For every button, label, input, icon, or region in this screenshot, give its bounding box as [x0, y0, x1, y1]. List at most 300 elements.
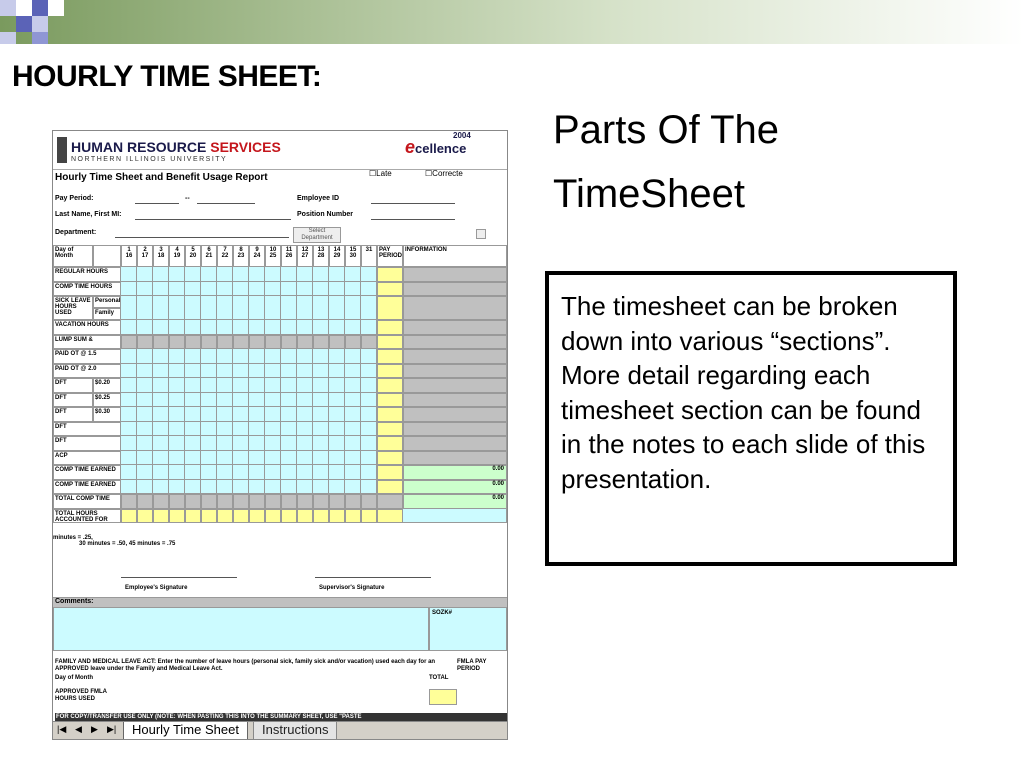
hours-cell [185, 509, 201, 524]
hours-cell[interactable] [121, 296, 137, 320]
hours-cell[interactable] [313, 451, 329, 466]
hours-cell[interactable] [121, 282, 137, 297]
hours-cell[interactable] [201, 422, 217, 437]
comments-field[interactable] [53, 607, 429, 651]
hours-cell[interactable] [201, 320, 217, 335]
hours-cell[interactable] [361, 378, 377, 393]
hours-cell[interactable] [169, 349, 185, 364]
hours-cell[interactable] [361, 480, 377, 495]
hours-cell[interactable] [297, 349, 313, 364]
information-cell [403, 436, 507, 451]
tab-instructions[interactable]: Instructions [253, 722, 337, 740]
day-of-month-header: Day of Month [53, 245, 93, 267]
hours-cell[interactable] [249, 436, 265, 451]
information-cell [403, 378, 507, 393]
hours-cell[interactable] [297, 480, 313, 495]
hours-cell[interactable] [153, 407, 169, 422]
information-cell [403, 349, 507, 364]
hours-cell[interactable] [233, 407, 249, 422]
hours-cell[interactable] [249, 407, 265, 422]
fmla-total: TOTAL [429, 675, 449, 681]
information-cell [403, 422, 507, 437]
hours-cell[interactable] [361, 267, 377, 282]
information-cell [403, 364, 507, 379]
hours-cell[interactable] [185, 393, 201, 408]
hours-cell[interactable] [217, 296, 233, 320]
hours-cell[interactable] [217, 480, 233, 495]
hours-cell[interactable] [329, 364, 345, 379]
hours-cell[interactable] [361, 296, 377, 320]
hours-cell [281, 509, 297, 524]
hours-cell[interactable] [121, 349, 137, 364]
hours-cell[interactable] [233, 320, 249, 335]
hours-cell[interactable] [265, 451, 281, 466]
hours-cell[interactable] [329, 422, 345, 437]
hours-cell[interactable] [233, 465, 249, 480]
hours-cell[interactable] [313, 378, 329, 393]
hours-cell[interactable] [185, 320, 201, 335]
select-department-button[interactable]: Select Department [293, 227, 341, 243]
hours-cell[interactable] [281, 422, 297, 437]
hours-cell[interactable] [313, 422, 329, 437]
hours-cell[interactable] [361, 436, 377, 451]
hours-cell[interactable] [201, 451, 217, 466]
hours-cell[interactable] [201, 282, 217, 297]
hours-cell[interactable] [345, 349, 361, 364]
hours-cell[interactable] [281, 436, 297, 451]
hours-cell[interactable] [265, 267, 281, 282]
row-label: DFT [53, 393, 93, 408]
hours-cell[interactable] [345, 378, 361, 393]
pay-period-total-cell [377, 407, 403, 422]
hours-cell[interactable] [233, 296, 249, 320]
excellence-logo: ecellence 2004 [405, 131, 471, 157]
hours-cell[interactable] [249, 378, 265, 393]
hours-cell[interactable] [201, 465, 217, 480]
hours-cell[interactable] [345, 465, 361, 480]
hours-cell[interactable] [217, 465, 233, 480]
hours-cell[interactable] [169, 480, 185, 495]
information-cell [403, 320, 507, 335]
hours-cell[interactable] [313, 465, 329, 480]
hours-cell[interactable] [201, 407, 217, 422]
decor-square [16, 16, 32, 32]
hours-cell[interactable] [313, 267, 329, 282]
hours-cell[interactable] [137, 320, 153, 335]
information-cell [403, 282, 507, 297]
hours-cell[interactable] [329, 436, 345, 451]
hours-cell[interactable] [297, 407, 313, 422]
hours-cell[interactable] [345, 436, 361, 451]
hours-cell[interactable] [265, 480, 281, 495]
timesheet-image [52, 130, 508, 740]
comp-time-value: 0.00 [403, 465, 507, 480]
hours-cell[interactable] [137, 267, 153, 282]
hours-cell[interactable] [345, 296, 361, 320]
fmla-day-header: Day of Month [55, 675, 93, 681]
hours-cell[interactable] [137, 451, 153, 466]
hours-cell[interactable] [169, 436, 185, 451]
hours-cell[interactable] [345, 320, 361, 335]
hours-cell[interactable] [233, 267, 249, 282]
hours-cell[interactable] [153, 465, 169, 480]
hours-cell[interactable] [185, 480, 201, 495]
hours-cell[interactable] [313, 282, 329, 297]
hours-cell[interactable] [121, 422, 137, 437]
hours-cell[interactable] [201, 349, 217, 364]
pay-period-total-cell [377, 296, 403, 320]
hours-cell[interactable] [233, 364, 249, 379]
hours-cell[interactable] [153, 282, 169, 297]
hours-cell[interactable] [281, 451, 297, 466]
hours-cell[interactable] [121, 451, 137, 466]
day-header: 7 22 [217, 245, 233, 267]
hours-cell[interactable] [233, 451, 249, 466]
hours-cell[interactable] [185, 296, 201, 320]
hours-cell[interactable] [329, 393, 345, 408]
report-title: Hourly Time Sheet and Benefit Usage Report [55, 172, 268, 183]
hours-cell[interactable] [265, 407, 281, 422]
hours-cell[interactable] [169, 407, 185, 422]
hours-cell[interactable] [249, 267, 265, 282]
hours-cell[interactable] [137, 465, 153, 480]
hours-cell[interactable] [185, 436, 201, 451]
hours-cell[interactable] [137, 393, 153, 408]
hours-cell[interactable] [265, 378, 281, 393]
hours-cell[interactable] [329, 349, 345, 364]
hours-cell[interactable] [217, 320, 233, 335]
hours-cell[interactable] [233, 422, 249, 437]
hours-cell[interactable] [313, 320, 329, 335]
pay-period-total-cell [377, 480, 403, 495]
hours-cell[interactable] [313, 296, 329, 320]
hours-cell[interactable] [361, 465, 377, 480]
hours-cell [361, 509, 377, 524]
hours-cell[interactable] [185, 364, 201, 379]
hours-cell[interactable] [297, 364, 313, 379]
hours-cell[interactable] [249, 320, 265, 335]
corrected-checkbox[interactable]: ☐Correcte [425, 169, 463, 178]
hours-cell[interactable] [265, 282, 281, 297]
hours-cell[interactable] [153, 436, 169, 451]
hours-cell[interactable] [281, 407, 297, 422]
hours-cell[interactable] [281, 349, 297, 364]
hours-cell[interactable] [265, 320, 281, 335]
hours-cell[interactable] [169, 364, 185, 379]
hours-cell [329, 509, 345, 524]
hours-cell[interactable] [153, 451, 169, 466]
hours-cell[interactable] [121, 378, 137, 393]
hours-cell[interactable] [249, 393, 265, 408]
hours-cell [265, 494, 281, 509]
hours-cell[interactable] [313, 480, 329, 495]
hours-cell[interactable] [153, 320, 169, 335]
hours-cell[interactable] [249, 465, 265, 480]
hours-cell[interactable] [121, 320, 137, 335]
row-label: ACP [53, 451, 121, 466]
hours-cell[interactable] [361, 320, 377, 335]
hours-cell[interactable] [233, 378, 249, 393]
hours-cell[interactable] [169, 320, 185, 335]
hours-cell[interactable] [137, 349, 153, 364]
sheet-logo-row [53, 131, 507, 170]
hours-cell[interactable] [153, 296, 169, 320]
hours-cell[interactable] [265, 364, 281, 379]
hours-cell[interactable] [329, 407, 345, 422]
hours-cell[interactable] [201, 296, 217, 320]
pay-period-total-cell [377, 393, 403, 408]
hours-cell[interactable] [313, 407, 329, 422]
hours-cell[interactable] [153, 349, 169, 364]
hours-cell[interactable] [137, 436, 153, 451]
hours-cell[interactable] [281, 267, 297, 282]
hours-cell[interactable] [217, 451, 233, 466]
hours-cell[interactable] [249, 364, 265, 379]
hours-cell[interactable] [217, 282, 233, 297]
fmla-total-cell[interactable] [429, 689, 457, 705]
hours-cell[interactable] [233, 480, 249, 495]
hours-cell[interactable] [313, 349, 329, 364]
hours-cell[interactable] [169, 267, 185, 282]
hours-cell[interactable] [185, 407, 201, 422]
hours-cell[interactable] [153, 480, 169, 495]
hours-cell[interactable] [201, 267, 217, 282]
pay-period-total-cell [377, 282, 403, 297]
hours-cell[interactable] [329, 320, 345, 335]
department-field[interactable] [115, 237, 289, 238]
hours-cell[interactable] [249, 480, 265, 495]
hours-cell[interactable] [121, 267, 137, 282]
prev-sheet-icon[interactable]: ◀ [75, 724, 82, 734]
hours-cell[interactable] [329, 451, 345, 466]
hours-cell[interactable] [265, 422, 281, 437]
hours-cell[interactable] [249, 422, 265, 437]
hours-cell[interactable] [233, 282, 249, 297]
pay-period-total-cell [377, 509, 403, 524]
hours-cell [217, 494, 233, 509]
hours-cell[interactable] [345, 267, 361, 282]
hours-cell[interactable] [297, 393, 313, 408]
dropdown-arrow-icon[interactable] [476, 229, 486, 239]
hours-cell[interactable] [217, 436, 233, 451]
hours-cell[interactable] [169, 465, 185, 480]
hours-cell[interactable] [361, 451, 377, 466]
hours-cell[interactable] [137, 296, 153, 320]
hours-cell[interactable] [153, 267, 169, 282]
hours-cell[interactable] [217, 267, 233, 282]
hours-cell[interactable] [153, 422, 169, 437]
tab-hourly-time-sheet[interactable]: Hourly Time Sheet [123, 722, 248, 740]
last-sheet-icon[interactable]: ▶| [107, 724, 117, 734]
pay-period-start-field[interactable] [135, 203, 179, 204]
hours-cell[interactable] [233, 436, 249, 451]
hours-cell[interactable] [185, 465, 201, 480]
hours-cell[interactable] [345, 422, 361, 437]
org-name: HUMAN RESOURCE SERVICES [71, 139, 281, 155]
hours-cell[interactable] [185, 282, 201, 297]
day-header: 8 23 [233, 245, 249, 267]
position-number-label: Position Number [297, 211, 354, 218]
hours-cell[interactable] [297, 422, 313, 437]
sozk-field[interactable]: SOZK# [429, 607, 507, 651]
hours-cell[interactable] [121, 480, 137, 495]
hours-cell[interactable] [153, 378, 169, 393]
day-header: 13 28 [313, 245, 329, 267]
hours-cell[interactable] [137, 282, 153, 297]
employee-signature-line[interactable] [121, 577, 237, 578]
hours-cell[interactable] [265, 465, 281, 480]
hours-cell[interactable] [201, 393, 217, 408]
first-sheet-icon[interactable]: |◀ [57, 724, 67, 734]
hours-cell[interactable] [361, 349, 377, 364]
hours-cell [313, 335, 329, 350]
hours-cell[interactable] [313, 393, 329, 408]
hours-cell[interactable] [121, 364, 137, 379]
fmla-pay-period: FMLA PAY PERIOD [457, 659, 487, 672]
decor-square [32, 32, 48, 44]
hours-cell[interactable] [249, 451, 265, 466]
day-header: 10 25 [265, 245, 281, 267]
hours-cell[interactable] [281, 296, 297, 320]
hours-cell[interactable] [153, 364, 169, 379]
hours-cell[interactable] [121, 407, 137, 422]
hours-cell[interactable] [169, 422, 185, 437]
hours-cell[interactable] [249, 296, 265, 320]
hours-cell[interactable] [281, 320, 297, 335]
name-field[interactable] [135, 219, 291, 220]
information-cell [403, 509, 507, 524]
hours-cell[interactable] [137, 480, 153, 495]
pay-period-total-cell [377, 465, 403, 480]
hours-cell[interactable] [185, 422, 201, 437]
hours-cell[interactable] [121, 465, 137, 480]
hours-cell[interactable] [217, 407, 233, 422]
hours-cell[interactable] [233, 349, 249, 364]
hours-cell[interactable] [249, 349, 265, 364]
hours-cell[interactable] [297, 436, 313, 451]
hours-cell[interactable] [345, 407, 361, 422]
hours-cell[interactable] [185, 378, 201, 393]
hours-cell[interactable] [329, 465, 345, 480]
hours-cell[interactable] [137, 364, 153, 379]
dash: -- [185, 195, 190, 202]
hours-cell[interactable] [345, 364, 361, 379]
hours-cell[interactable] [297, 296, 313, 320]
hours-cell[interactable] [345, 393, 361, 408]
hours-cell[interactable] [217, 393, 233, 408]
hours-cell[interactable] [265, 349, 281, 364]
hours-cell[interactable] [297, 451, 313, 466]
hours-cell[interactable] [217, 422, 233, 437]
hours-cell[interactable] [201, 480, 217, 495]
hours-cell[interactable] [329, 267, 345, 282]
late-checkbox[interactable]: ☐Late [369, 169, 392, 178]
hours-cell [169, 509, 185, 524]
hours-cell[interactable] [233, 393, 249, 408]
next-sheet-icon[interactable]: ▶ [91, 724, 98, 734]
hours-cell[interactable] [201, 436, 217, 451]
hours-cell [169, 335, 185, 350]
pay-period-end-field[interactable] [197, 203, 255, 204]
row-label: TOTAL COMP TIME [53, 494, 121, 509]
hours-cell[interactable] [329, 480, 345, 495]
hours-cell[interactable] [297, 267, 313, 282]
hours-cell[interactable] [361, 407, 377, 422]
hours-cell[interactable] [217, 378, 233, 393]
hours-cell[interactable] [185, 451, 201, 466]
hours-cell[interactable] [297, 378, 313, 393]
employee-id-field[interactable] [371, 203, 455, 204]
hours-cell[interactable] [281, 480, 297, 495]
hours-cell[interactable] [281, 378, 297, 393]
hours-cell[interactable] [137, 422, 153, 437]
supervisor-signature-line[interactable] [315, 577, 431, 578]
hours-cell[interactable] [217, 364, 233, 379]
information-cell [403, 393, 507, 408]
hours-cell[interactable] [185, 267, 201, 282]
hours-cell[interactable] [345, 480, 361, 495]
hours-cell[interactable] [361, 422, 377, 437]
hours-cell[interactable] [249, 282, 265, 297]
hours-cell[interactable] [217, 349, 233, 364]
position-number-field[interactable] [371, 219, 455, 220]
hours-cell [153, 335, 169, 350]
day-header: 14 29 [329, 245, 345, 267]
hours-cell[interactable] [329, 378, 345, 393]
hours-cell [153, 494, 169, 509]
hours-cell[interactable] [265, 436, 281, 451]
hours-cell [361, 494, 377, 509]
hours-cell[interactable] [329, 296, 345, 320]
hours-cell[interactable] [297, 465, 313, 480]
hours-cell[interactable] [361, 282, 377, 297]
hours-cell[interactable] [185, 349, 201, 364]
hours-cell[interactable] [345, 451, 361, 466]
hours-cell[interactable] [361, 364, 377, 379]
hours-cell[interactable] [281, 393, 297, 408]
hours-cell[interactable] [313, 436, 329, 451]
hours-cell[interactable] [137, 407, 153, 422]
hours-cell[interactable] [281, 465, 297, 480]
hours-cell[interactable] [121, 436, 137, 451]
hours-cell[interactable] [329, 282, 345, 297]
hours-cell[interactable] [153, 393, 169, 408]
hours-cell[interactable] [281, 364, 297, 379]
hours-cell[interactable] [201, 364, 217, 379]
hours-cell[interactable] [169, 393, 185, 408]
day-header: 9 24 [249, 245, 265, 267]
hours-cell [137, 335, 153, 350]
hours-cell[interactable] [313, 364, 329, 379]
hours-cell[interactable] [169, 378, 185, 393]
hours-cell[interactable] [265, 296, 281, 320]
hours-cell [297, 335, 313, 350]
hours-cell[interactable] [265, 393, 281, 408]
hours-cell[interactable] [297, 282, 313, 297]
row-label: DFT [53, 436, 121, 451]
hours-cell[interactable] [297, 320, 313, 335]
hours-cell [345, 494, 361, 509]
hours-cell[interactable] [345, 282, 361, 297]
hours-cell[interactable] [137, 378, 153, 393]
hours-cell[interactable] [361, 393, 377, 408]
hours-cell[interactable] [169, 451, 185, 466]
hours-cell[interactable] [121, 393, 137, 408]
hours-cell[interactable] [169, 296, 185, 320]
hours-cell[interactable] [281, 282, 297, 297]
hours-cell[interactable] [169, 282, 185, 297]
hours-cell[interactable] [201, 378, 217, 393]
